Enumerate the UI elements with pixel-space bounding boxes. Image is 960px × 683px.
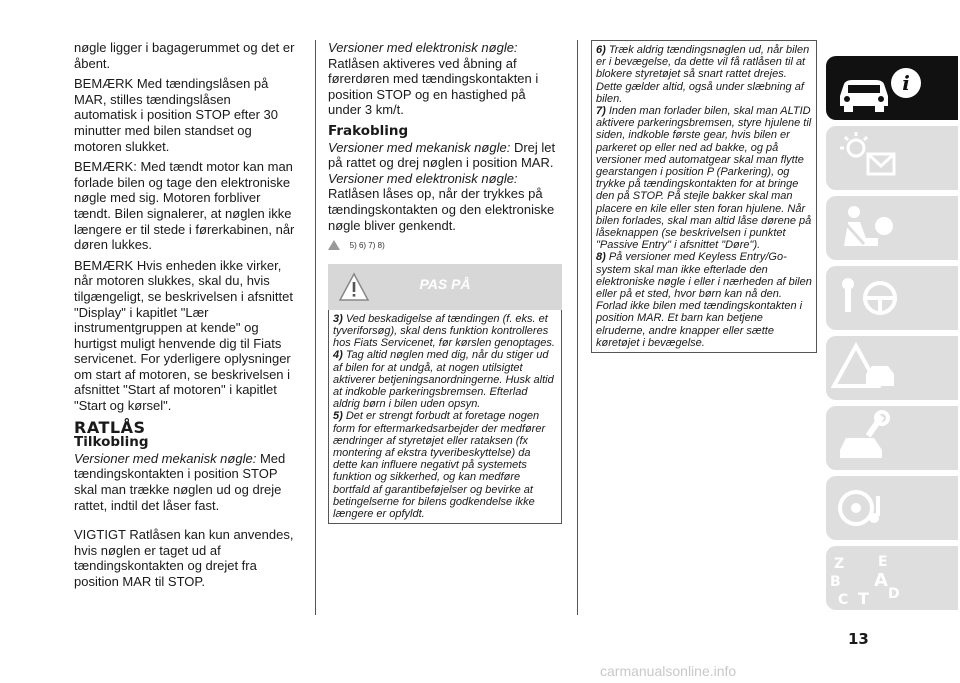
note-number: 6) xyxy=(596,44,606,56)
index-letter: A xyxy=(874,570,888,591)
index-letter: D xyxy=(888,586,900,602)
note-number: 7) xyxy=(596,105,606,118)
text-column-1 xyxy=(74,40,296,590)
index-letter: E xyxy=(878,554,888,570)
svg-text:i: i xyxy=(902,71,910,95)
version-label: Versioner med elektronisk nøgle: xyxy=(328,40,518,55)
paragraph: Ratlåsen aktiveres ved åbning af førerdøren med tændingskontakten i position STOP og en hastighed på under 3 km/t. xyxy=(328,55,539,118)
tab-emergency[interactable] xyxy=(826,336,958,400)
paragraph: Ratlåsen låses op, når der trykkes på tændingskontakten og den elektroniske nøgle bliver genkendt. xyxy=(328,186,555,233)
column-divider xyxy=(315,40,316,615)
lights-message-icon xyxy=(826,126,958,190)
paragraph-text: Med tændingskontakten i position STOP skal man trække nøglen ud og dreje rattet, indtil det låser fast. xyxy=(74,450,286,513)
paragraph-text: Drej let på rattet og drej nøglen i position MAR. xyxy=(328,139,556,171)
warning-box xyxy=(328,310,562,524)
note-number: 4) xyxy=(333,349,343,362)
index-letter: T xyxy=(858,589,869,608)
index-letter: C xyxy=(838,592,849,608)
note-item xyxy=(596,251,812,349)
section-heading: RATLÅS xyxy=(74,417,146,437)
note-item xyxy=(333,349,557,410)
note-number: 3) xyxy=(333,312,343,325)
watermark-text: carmanualsonline.info xyxy=(600,663,737,679)
notes-box xyxy=(591,40,817,353)
note-text: Tag altid nøglen med dig, når du stiger ud af bilen for at undgå, at nogen utilsigtet aktiverer betjeningsanordningerne. Husk altid at indkoble parkeringsbremsen. Efterlad aldrig børn i bilen uden opsyn. xyxy=(333,349,554,411)
note-text: Det er strengt forbudt at foretage nogen form for eftermarkedsarbejder der medfører ændringer af styretøjet eller rataksen (fx montering af ekstra tyveribeskyttelse) da dette kan influere negativt på systemets funktion og sikkerhed, og kan medføre bortfald af garantibeføjelser og bevirke at betingelserne for bilens godkendelse ikke længere er opfyldt. xyxy=(333,410,546,520)
note-number: 8) xyxy=(596,251,606,264)
index-letter: B xyxy=(830,574,841,590)
note-text: På versioner med Keyless Entry/Go-system skal man ikke efterlade den elektroniske nøgle i eller i nærheden af bilen eller på et sted, hvor børn kan nå den. Forlad ikke bilen med tændingskontakten i position MAR. Et barn kan betjene elruderne, andre knapper eller sætte køretøjet i bevægelse. xyxy=(596,251,812,349)
note-text: Ved beskadigelse af tændingen (f. eks. et tyveriforsøg), skal dens funktion kontrolleres hos Fiats Servicenet, før kørslen genoptages. xyxy=(333,312,555,350)
note-item xyxy=(333,410,557,520)
text-column-3 xyxy=(591,40,817,353)
tab-safety[interactable] xyxy=(826,196,958,260)
subsection-heading: Tilkobling xyxy=(74,434,149,451)
paragraph: BEMÆRK Hvis enheden ikke virker, når motoren slukkes, skal du, hvis tilgængeligt, se beskrivelsen i afsnittet "Display" i kapitlet "Lær instrumentgruppen at kende" og hurtigst muligt henvende dig til Fiats servicenet. For yderligere oplysninger om start af motoren, se beskrivelsen i afsnittet "Start af motoren" i kapitlet "Start og kørsel". xyxy=(74,257,293,414)
note-text: Inden man forlader bilen, skal man ALTID aktivere parkeringsbremsen, styre hjulene til siden, indkoble første gear, hvis bilen er parkeret op eller ned ad bakke, og på versioner med automatgear skal man flytte gearstangen i position P (Parkering), og trykke på tændingskontakten for at bringe den på STOP. På stejle bakker skal man placere en kile eller sten foran hjulene. Når bilen forlades, skal man altid låse dørene på låseknappen (se beskrivelsen i punktet "Passive Entry" i afsnittet "Døre"). xyxy=(596,105,812,252)
wrench-car-icon xyxy=(826,406,958,470)
column-divider xyxy=(577,40,578,615)
warning-header xyxy=(328,264,562,310)
paragraph: nøgle ligger i bagagerummet og det er åbent. xyxy=(74,40,295,71)
tab-lights-messages[interactable] xyxy=(826,126,958,190)
note-item xyxy=(596,44,812,105)
media-phone-icon xyxy=(826,476,958,540)
tab-maintenance[interactable] xyxy=(826,406,958,470)
note-references: 5) 6) 7) 8) xyxy=(349,241,385,251)
text-column-2 xyxy=(328,40,562,524)
paragraph xyxy=(328,140,562,171)
alphabet-index-icon xyxy=(826,546,958,610)
tab-car-info[interactable] xyxy=(826,56,958,120)
note-number: 5) xyxy=(333,410,343,423)
note-item xyxy=(333,313,557,350)
note-item xyxy=(596,105,812,251)
index-letter: Z xyxy=(834,556,845,572)
reference-line xyxy=(328,236,562,254)
note-text: Træk aldrig tændingsnøglen ud, når bilen er i bevægelse, da dette vil få ratlåsen til at blokere styretøjet så snart rattet drejes. Dette gælder altid, også under slæbning af bilen. xyxy=(596,44,810,105)
version-label: Versioner med mekanisk nøgle: xyxy=(328,139,511,155)
warning-title: PAS PÅ xyxy=(419,275,471,292)
subsection-heading: Frakobling xyxy=(328,122,409,139)
tab-start-driving[interactable] xyxy=(826,266,958,330)
version-label: Versioner med mekanisk nøgle: xyxy=(74,450,257,466)
tab-index[interactable] xyxy=(826,546,958,610)
version-label: Versioner med elektronisk nøgle: xyxy=(328,170,518,186)
paragraph xyxy=(74,451,296,513)
key-steering-wheel-icon xyxy=(826,266,958,330)
paragraph: BEMÆRK Med tændingslåsen på MAR, stilles tændingslåsen automatisk i position STOP efter 30 minutter med bilen standset og motoren slukket. xyxy=(74,76,279,154)
seatbelt-airbag-icon xyxy=(826,196,958,260)
paragraph: VIGTIGT Ratlåsen kan kun anvendes, hvis nøglen er taget ud af tændingskontakten og drejet fra position MAR til STOP. xyxy=(74,527,294,589)
car-info-icon xyxy=(826,56,958,120)
tab-multimedia[interactable] xyxy=(826,476,958,540)
page-number: 13 xyxy=(848,630,869,648)
paragraph: BEMÆRK: Med tændt motor kan man forlade bilen og tage den elektroniske nøgle med sig. Motoren forbliver tændt. Bilen signalerer, at nøglen ikke længere er til stede i førerkabinen, når døren lukkes. xyxy=(74,159,295,253)
warning-ref-icon xyxy=(328,240,340,250)
warning-triangle-car-icon xyxy=(826,336,958,400)
